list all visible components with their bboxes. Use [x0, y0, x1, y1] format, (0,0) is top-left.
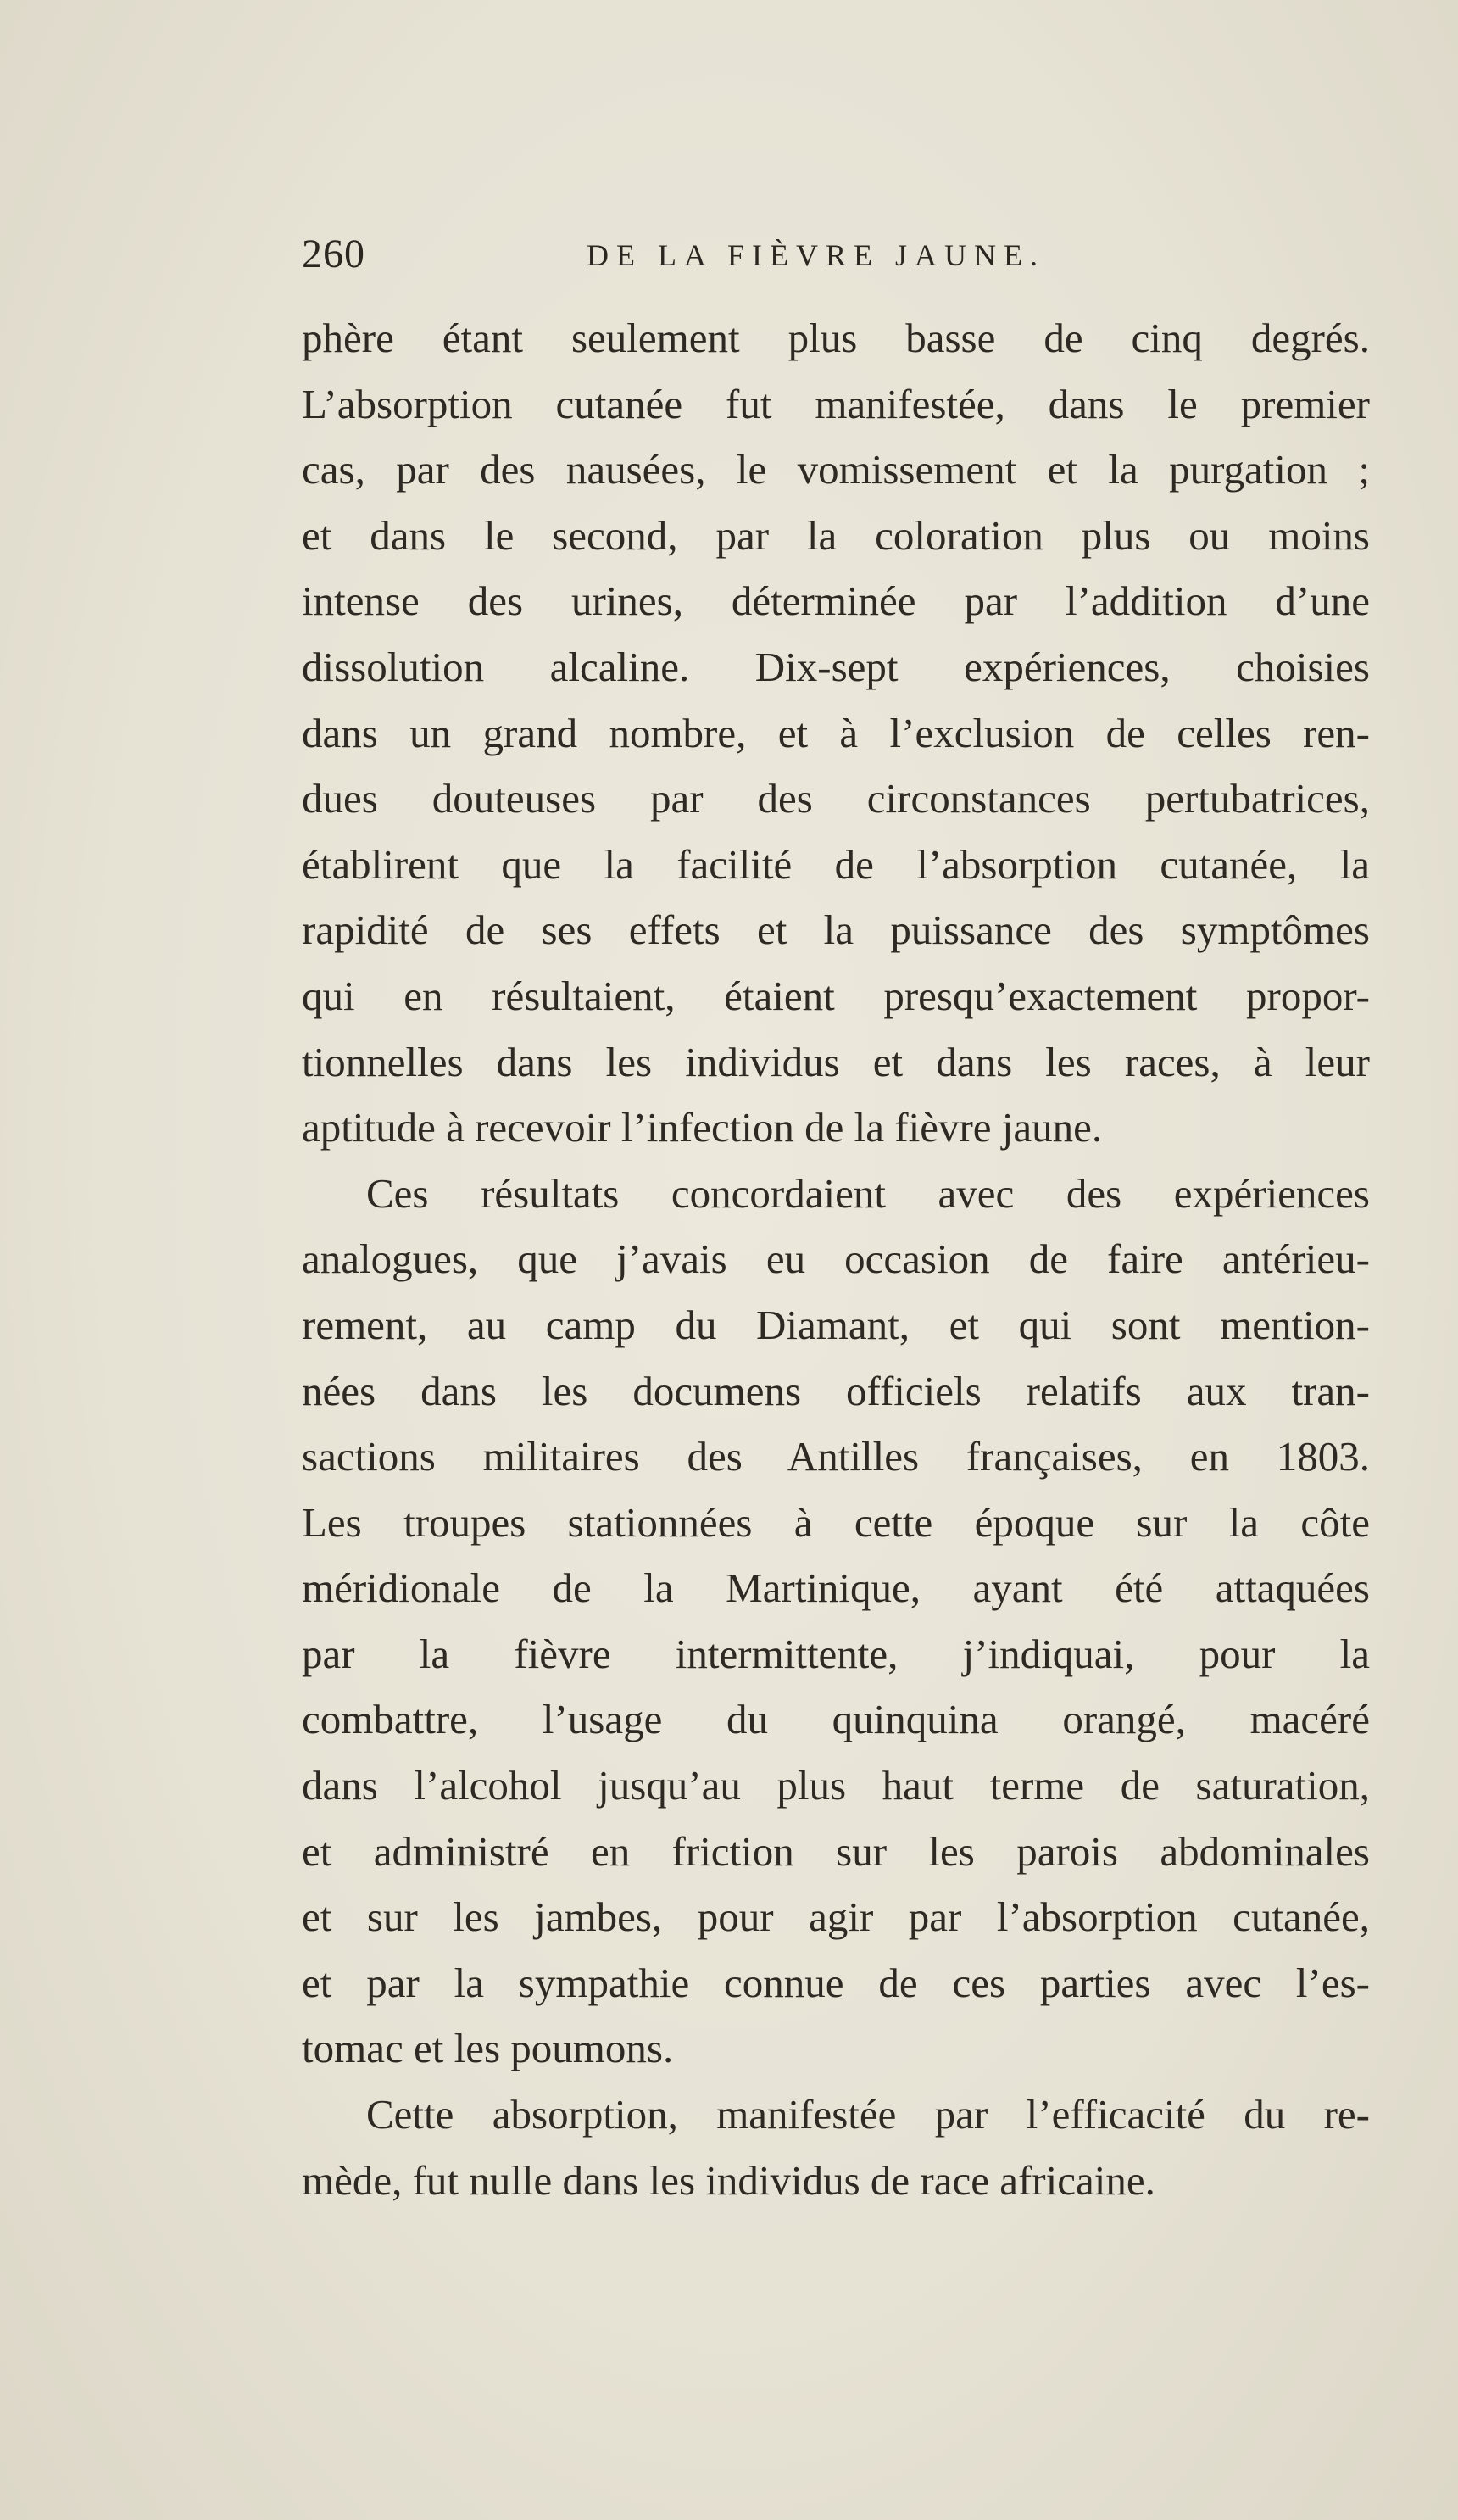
text-line: combattre, l’usage du quinquina orangé, macéré [302, 1696, 1370, 1743]
text-line: phère étant seulement plus basse de cinq degrés. [302, 315, 1370, 361]
text-line: par la fièvre intermittente, j’indiquai, pour la [302, 1630, 1370, 1677]
paragraph-first-line: Cette absorption, manifestée par l’efficacité du re- [366, 2091, 1370, 2138]
text-line: Les troupes stationnées à cette époque sur la côte [302, 1498, 1370, 1546]
text-line: qui en résultaient, étaient presqu’exactement propor- [302, 972, 1370, 1019]
text-line: et administré en friction sur les parois abdominales [302, 1827, 1370, 1875]
text-line: dans un grand nombre, et à l’exclusion de celles ren- [302, 709, 1370, 756]
text-line: dans l’alcohol jusqu’au plus haut terme de saturation, [302, 1762, 1370, 1809]
text-line: L’absorption cutanée fut manifestée, dans le premier [302, 380, 1370, 427]
text-line: tionnelles dans les individus et dans les races, à leur [302, 1038, 1370, 1085]
text-line: intense des urines, déterminée par l’addition d’une [302, 577, 1370, 625]
text-line: et dans le second, par la coloration plus ou moins [302, 511, 1370, 559]
paragraph-first-line: Ces résultats concordaient avec des expériences [366, 1169, 1370, 1217]
text-line: dissolution alcaline. Dix-sept expériences, choisies [302, 643, 1370, 690]
running-head [302, 231, 1412, 282]
body-text [302, 305, 1370, 2213]
page-number: 260 [302, 231, 365, 276]
text-line: rapidité de ses effets et la puissance des symptômes [302, 906, 1370, 954]
running-title: DE LA FIÈVRE JAUNE. [587, 238, 1045, 272]
text-line: et par la sympathie connue de ces parties avec l’es- [302, 1959, 1370, 2006]
text-line: sactions militaires des Antilles françaises, en 1803. [302, 1433, 1370, 1480]
text-line: et sur les jambes, pour agir par l’absorption cutanée, [302, 1893, 1370, 1941]
text-line: aptitude à recevoir l’infection de la fièvre jaune. [302, 1104, 1103, 1151]
text-line: cas, par des nausées, le vomissement et la purgation ; [302, 446, 1370, 493]
text-line: dues douteuses par des circonstances pertubatrices, [302, 775, 1370, 822]
text-line: nées dans les documens officiels relatifs aux tran- [302, 1367, 1370, 1414]
text-line: établirent que la facilité de l’absorption cutanée, la [302, 840, 1370, 888]
text-line: tomac et les poumons. [302, 2025, 674, 2072]
text-line: mède, fut nulle dans les individus de race africaine. [302, 2156, 1155, 2204]
text-line: rement, au camp du Diamant, et qui sont mention- [302, 1301, 1370, 1348]
text-line: méridionale de la Martinique, ayant été attaquées [302, 1564, 1370, 1612]
text-line: analogues, que j’avais eu occasion de faire antérieu- [302, 1235, 1370, 1283]
